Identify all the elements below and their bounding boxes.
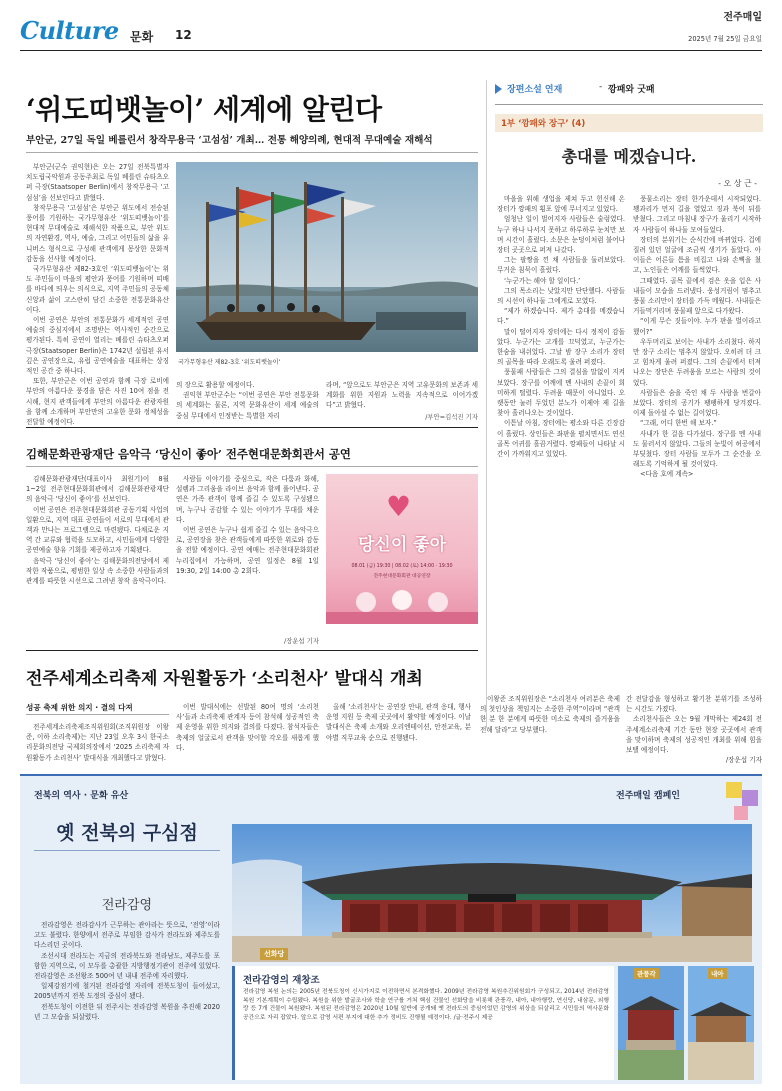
campaign-title: 옛 전북의 구심점: [56, 822, 198, 844]
paragraph: “이게 무슨 짓들이야. 누가 판을 벌이라고 했어?”: [633, 317, 761, 336]
campaign-body: [34, 920, 220, 1078]
main-photo: [176, 162, 478, 370]
paragraph: 풍물소리는 장터 한가운데서 시작되었다. 꽹과리가 먼저 길을 열었고 징과 북이 뒤를 받쳤다. 그리고 마침내 장구가 울리기 시작하자 사람들이 하나둘 모여들었다.: [633, 195, 761, 234]
paragraph: 엄청난 일이 벌어지자 사람들은 술렁였다. 누구 하나 나서지 못하고 하루하루 눈치만 보며 시간이 흘렀다. 소문은 눈덩이처럼 불어나 장터 곳곳으로 퍼져 나갔다.: [497, 215, 625, 255]
serial-body-col1: [497, 194, 625, 724]
paragraph: 전라감영은 전라감사가 근무하는 관아라는 뜻으로, ‘전영’이라고도 불렸다. 한양에서 전주로 부임한 감사가 전라도와 제주도를 다스리던 곳이다.: [34, 921, 220, 950]
main-headline: ‘위도띠뱃놀이’ 세계에 알린다: [26, 93, 382, 126]
paragraph: 권익현 부안군수는 “이번 공연은 부안 전통문화의 세계화는 물론, 지역 문화유산이 세계 예술의 중심 무대에서 인정받는 특별한 자리: [176, 391, 319, 420]
section-name-en: Culture: [20, 16, 119, 45]
campaign-tag: 전북의 역사 · 문화 유산: [34, 791, 129, 801]
paragraph: 이왕준 조직위원장은 “소리천사 여러분은 축제의 첫인상을 책임지는 소중한 주역”이라며 “관객 한 분 한 분에게 따뜻한 미소로 축제의 즐거움을 전해 달라”고 당부했다.: [480, 695, 620, 734]
photo-label-3: 내아: [708, 968, 727, 979]
poster-title: 당신이 좋아: [357, 535, 447, 555]
concert-body-col1: [26, 474, 169, 630]
campaign-title-rule: [34, 850, 220, 851]
paragraph: <다음 호에 계속>: [640, 470, 694, 479]
paragraph: 사람들 이야기를 중심으로, 작은 다툼과 화해, 설렘과 그리움을 라이브 음악과 함께 풀어낸다. 공연은 가족 관객이 함께 즐길 수 있도록 구성됐으며, 누구나 공감할 수 있는 이야기가 무대를 채운다.: [176, 475, 319, 524]
decor-square-yellow: [726, 782, 742, 798]
sori-body-col2: [176, 702, 319, 766]
main-photo-caption: 국가무형유산 제82-3호 ‘위도띠뱃놀이’: [178, 359, 281, 366]
campaign-photo-3: [688, 966, 754, 1080]
concert-subhead-rule: [26, 466, 478, 467]
poster-illustration: [326, 582, 478, 624]
serial-header: [495, 80, 763, 98]
page-header: [20, 6, 762, 50]
serial-top-rule: [495, 104, 763, 105]
paragraph: 말이 떨어지자 장터에는 다시 정적이 감돌았다. 누군가는 고개를 끄덕였고, 누군가는 한숨을 내쉬었다. 그날 밤 장구 소리가 장터의 골목을 따라 오래도록 울려 퍼졌다.: [497, 327, 625, 367]
campaign-photo-2: [618, 966, 684, 1080]
paragraph: 이번 공연은 전주현대문화회관 공동기획 사업의 일환으로, 지역 대표 공연들이 서로의 무대에서 관객과 만나는 프로그램으로 마련됐다. 다채로운 지역 간 교류와 협력을 도모하고, 시민들에게 다양한 공연예술 향유 기회를 제공하고자 기획됐다.: [26, 505, 169, 555]
concert-credit: /장운섭 기자: [283, 637, 319, 645]
serial-separator: -: [599, 82, 603, 92]
paragraph: 우두머리로 보이는 사내가 소리쳤다. 하지만 장구 소리는 멈추지 않았다. 오히려 더 크고 힘차게 울려 퍼졌다. 그의 손끝에서 터져 나오는 장단은 두려움을 모르는 사람의 것이었다.: [633, 337, 761, 387]
main-article-body-col3: [176, 380, 319, 420]
photo-label-main: 선화당: [260, 948, 288, 960]
paper-name: 전주매일: [723, 12, 762, 23]
paragraph: ‘누군가는 해야 할 일이다.’: [504, 276, 581, 285]
paragraph: “그래, 어디 한번 해 보자.”: [640, 419, 717, 428]
serial-episode-bar: [495, 114, 763, 132]
serial-author: - 오 상 근 -: [718, 179, 757, 188]
header-rule: [20, 50, 762, 51]
paragraph: 이번 공연은 부안의 전통문화가 세계적인 공연예술의 중심지에서 조명받는 역사적인 순간으로 평가된다. 특히 공연이 열리는 베를린 슈타츠오퍼 극장(Staatsoper Berlin)은 1742년 설립된 유서 깊은 공연장으로, 유럽 공연예술을 대표하는 상징적인 공간 중 하나다.: [26, 316, 169, 376]
info-box-title: 전라감영의 재창조: [243, 975, 320, 986]
paragraph: 일제강점기에 철거된 전라감영 자리에 전북도청이 들어섰고, 2005년까지 전북 도정의 중심이 됐다.: [34, 982, 220, 1001]
main-article-credit: /부안=김석진 기자: [425, 413, 478, 421]
paragraph: 음악극 ‘당신이 좋아’는 김해문화의전당에서 제작한 작품으로, 평범한 일상 속 소중한 사람들과의 관계를 따뜻한 시선으로 그려낸 창작 음악극이다.: [26, 556, 169, 586]
play-arrow-icon: [495, 84, 502, 94]
serial-body-col2: [633, 194, 761, 724]
poster-venue: 전주현대문화회관 대공연장: [373, 574, 431, 579]
decor-square-purple: [742, 790, 758, 806]
sori-subhead: 성공 축제 위한 의지 · 결의 다져: [26, 703, 133, 712]
campaign-subtitle: 전라감영: [101, 898, 153, 913]
main-article-rule: [26, 427, 478, 428]
sori-body-col1: [26, 722, 169, 766]
naea-illustration: [688, 966, 754, 1080]
paragraph: 소리천사들은 오는 9월 개막하는 제24회 전주세계소리축제 기간 동안 현장 곳곳에서 관객을 맞이하며 축제의 성공적인 개최를 위해 힘을 보탤 예정이다.: [626, 715, 762, 755]
paragraph: 또한, 부안군은 이번 공연과 함께 극장 로비에 부안의 아름다운 풍경을 담은 사진 10여 점을 전시해, 현지 관객들에게 부안의 아름다운 관광자원을 함께 소개하며 부안만의 고유한 문화 정체성을 전달할 예정이다.: [26, 377, 169, 427]
main-article-body-col1: [26, 162, 169, 427]
campaign-info-box: [232, 966, 614, 1080]
paragraph: 의 장으로 활용할 예정이다.: [176, 381, 255, 389]
section-name-kr: 문화: [130, 30, 154, 44]
paragraph: 전주세계소리축제조직위원회(조직위원장 이왕준, 이하 소리축제)는 지난 23일 오후 3시 한국소리문화의전당 국제회의장에서 ‘2025 소리축제 자원활동가 소리천사’ 발대식을 개최했다고 밝혔다.: [26, 723, 169, 762]
sori-credit: /장운섭 기자: [725, 756, 762, 765]
paragraph: “제가 하겠습니다. 제가 총대를 메겠습니다.”: [497, 307, 625, 326]
paragraph: 풍물패 사람들은 그의 결심을 말없이 지켜보았다. 장구를 어깨에 멘 사내의 손끝이 희미하게 떨렸다. 두려움 때문이 아니었다. 오랫동안 눌러 두었던 분노가 이제야 제 길을 찾아 흘러나오는 것이었다.: [497, 368, 625, 418]
paragraph: 부안군(군수 권익현)은 오는 27일 전북특별자치도립국악원과 공동주최로 독일 베를린 슈타츠오퍼 극장(Staatsoper Berlin)에서 창작무용극 ‘고섬섬’을 선보인다고 밝혔다.: [26, 163, 169, 202]
main-subhead-rule: [26, 152, 478, 153]
paragraph: 창작무용극 ‘고섬섬’은 부안군 위도에서 전승된 풍어를 기원하는 국가무형유산 ‘위도띠뱃놀이’를 현대적 무대예술로 재해석한 작품으로, 부안 위도의 자연환경, 역사, 예술, 그리고 어민들의 삶을 유니버스 형식으로 구성해 관객에게 몽상한 문화적 감동을 선사할 예정이다.: [26, 203, 169, 263]
serial-column: [486, 80, 762, 728]
page-number: 12: [175, 28, 192, 42]
paragraph: 사내가 한 걸음 다가섰다. 장구를 멘 사내도 물러서지 않았다. 그들의 눈빛이 허공에서 부딪쳤다. 장터 사람들 모두가 그 순간을 오래도록 기억하게 될 것이었다.: [633, 429, 761, 469]
paragraph: 이번 공연은 누구나 쉽게 즐길 수 있는 음악극으로, 공연장을 찾은 관객들에게 따뜻한 위로와 감동을 전할 예정이다. 공연 예매는 전주현대문화회관 누리집에서 가능하며, 공연 일정은 8월 1일 19:30, 2일 14:00 총 2회다.: [176, 526, 319, 575]
paragraph: 이번 발대식에는 선발된 80여 명의 ‘소리천사’들과 소리축제 관계자 등이 참석해 성공적인 축제 운영을 위한 의지와 결의를 다졌다. 참석자들은 축제의 얼굴로서 관객을 맞이할 각오를 새롭게 했다.: [176, 703, 319, 752]
poster-dates: 08.01 (금) 19:30 | 08.02 (토) 14:00 · 19:30: [351, 564, 453, 569]
campaign-main-photo: [232, 824, 752, 962]
paragraph: 그는 팔짱을 낀 채 사람들을 둘러보았다. 무거운 침묵이 흘렀다.: [497, 256, 625, 275]
paragraph: 이튿날 아침, 장터에는 평소와 다른 긴장감이 흘렀다. 상인들은 좌판을 펼치면서도 연신 골목 어귀를 흘끔거렸다. 깡패들이 나타날 시간이 가까워지고 있었다.: [497, 419, 625, 459]
paragraph: 그때였다. 골목 끝에서 검은 옷을 입은 사내들이 모습을 드러냈다. 웅성거림이 멈추고 풍물 소리만이 장터를 가득 메웠다. 사내들은 거들먹거리며 풍물패 앞으로 다가왔다.: [633, 276, 761, 316]
paragraph: 마을을 위해 생업을 제쳐 두고 헌신해 온 장터가 깡패의 횡포 앞에 무너지고 있었다.: [497, 195, 625, 214]
paragraph: 라며, “앞으로도 부안군은 지역 고유문화의 보존과 세계화를 위한 지원과 노력을 지속적으로 이어가겠다”고 밝혔다.: [326, 381, 478, 410]
paragraph: 김해문화관광재단(대표이사 최원기)이 8월 1~2일 전주현대문화회관에서 김해문화관광재단의 음악극 ‘당신이 좋아’를 선보인다.: [26, 475, 169, 504]
main-subhead: 부안군, 27일 독일 베를린서 창작무용극 ‘고섬섬’ 개최… 전통 해양의례, 현대적 무대예술 재해석: [26, 135, 433, 146]
sori-body-col3: [326, 702, 471, 766]
paragraph: 국가무형유산 제82-3호인 ‘위도띠뱃놀이’는 위도 주민들이 마을의 평안과 풍어를 기원하며 띠배를 바다에 띄우는 의식으로, 지역 주민들의 공동체 신앙과 삶이 고스란히 담긴 소중한 전통문화유산이다.: [26, 265, 169, 314]
campaign-label: 전주매일 캠페인: [616, 791, 680, 801]
sori-headline: 전주세계소리축제 자원활동가 ‘소리천사’ 발대식 개최: [26, 669, 423, 689]
concert-rule: [26, 650, 478, 651]
sori-body-col5: [626, 694, 762, 766]
heart-icon: ♥: [386, 490, 412, 523]
ritual-boat-illustration: [176, 162, 478, 370]
issue-date: 2025년 7월 25일 금요일: [688, 35, 762, 43]
serial-headline: 총대를 메겠습니다.: [561, 147, 697, 166]
photo-label-2: 관풍각: [634, 968, 659, 979]
sori-subhead-rule: [26, 714, 169, 715]
concert-poster: [326, 474, 478, 624]
concert-body-col2: [176, 474, 319, 630]
sori-body-col4: [480, 694, 620, 766]
paragraph: 올해 ‘소리천사’는 공연장 안내, 관객 응대, 행사 운영 지원 등 축제 곳곳에서 활약할 예정이다. 이날 발대식은 축제 소개와 오리엔테이션, 안전교육, 분야별 직무교육 순으로 진행됐다.: [326, 703, 471, 742]
paragraph: 장터의 분위기는 순식간에 바뀌었다. 겁에 질려 있던 얼굴에 조금씩 생기가 돌았다. 아이들은 어른들 틈을 비집고 나와 손뼉을 쳤고, 노인들은 어깨를 들썩였다.: [633, 235, 761, 275]
paragraph: 전북도청이 이전한 뒤 전주시는 전라감영 복원을 추진해 2020년 그 모습을 되살렸다.: [34, 1002, 220, 1021]
decor-square-pink: [734, 806, 748, 820]
campaign-section: [20, 774, 762, 1084]
serial-episode: 1부 ‘깡패와 장구’ (4): [501, 119, 586, 129]
serial-label: 장편소설 연재: [507, 85, 563, 95]
gamyeong-building-illustration: [232, 824, 752, 962]
gwanpunggak-illustration: [618, 966, 684, 1080]
paragraph: 그의 목소리는 낮았지만 단단했다. 사람들의 시선이 하나둘 그에게로 모였다.: [497, 286, 625, 306]
paragraph: 조선시대 전라도는 지금의 전라북도와 전라남도, 제주도를 포함한 지역으로, 이 모두를 총괄한 지방행정기관이 전주에 있었다. 전라감영은 조선왕조 500여 년 내내 전주에 자리했다.: [34, 951, 220, 981]
info-box-text: 전라감영 복원 논의는 2005년 전북도청이 신시가지로 이전하면서 본격화했다. 2009년 전라감영 복원추진위원회가 구성되고, 2014년 전라감영 복원 기본계획이 수립됐다. 복원을 위한 발굴조사와 학술 연구를 거쳐 핵심 건물인 선화당을 비롯해 관풍각, 내아, 내아행랑, 연신당, 내삼문, 외행랑 등 7개 건물이 복원됐다. 복원된 전라감영은 2020년 10월 일반에 공개돼 옛 전라도의 중심이었던 감영의 위상을 되살리고 시민들의 역사문화 공간으로 자리 잡았다. 앞으로 감영 서편 부지에 대한 추가 정비도 진행될 예정이다. /글·전주시 제공: [243, 989, 609, 1021]
paragraph: 사람들은 숨을 죽인 채 두 사람을 번갈아 보았다. 장터의 공기가 팽팽하게 당겨졌다. 이제 돌아설 수 없는 길이었다.: [633, 388, 761, 418]
serial-title: 깡패와 굿패: [608, 85, 655, 95]
main-article-body-col4: [326, 380, 478, 410]
paragraph: 간 전달감을 형성하고 활기찬 분위기를 조성하는 시간도 가졌다.: [626, 695, 762, 714]
concert-headline: 김해문화관광재단 음악극 ‘당신이 좋아’ 전주현대문화회관서 공연: [26, 447, 351, 461]
